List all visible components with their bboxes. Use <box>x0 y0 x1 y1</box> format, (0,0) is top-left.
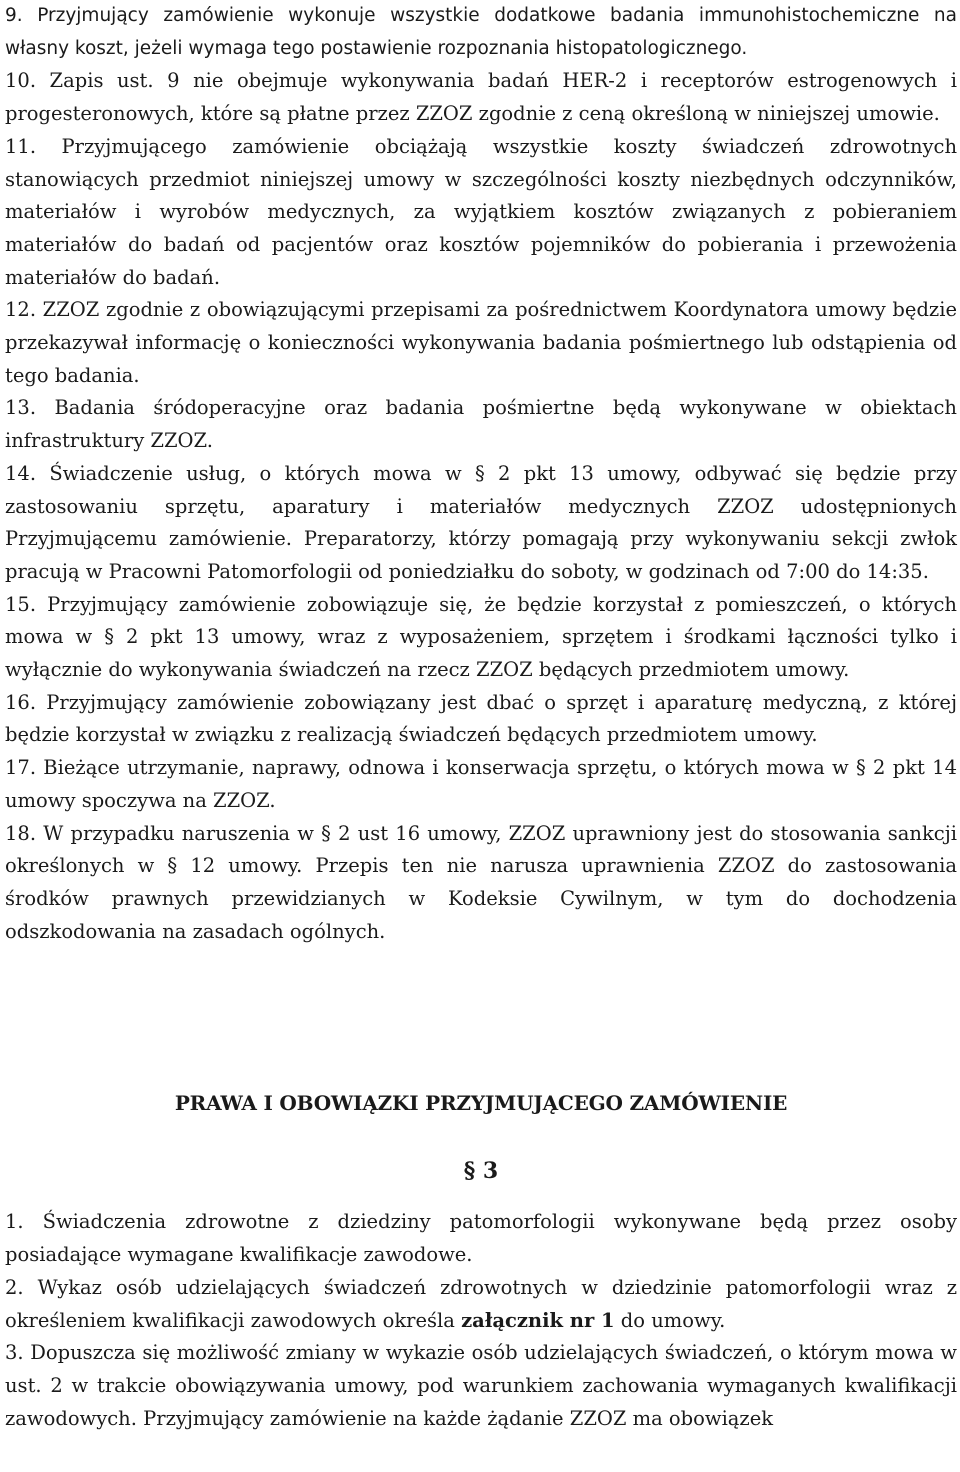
section-heading: PRAWA I OBOWIĄZKI PRZYJMUJĄCEGO ZAMÓWIENIE <box>174 1091 788 1116</box>
paragraph-9: 9. Przyjmujący zamówienie wykonuje wszystkie dodatkowe badania immunohistochemiczne na własny koszt, jeżeli wymaga tego postawienie rozpoznania histopatologicznego. <box>5 5 957 59</box>
paragraph-10: 10. Zapis ust. 9 nie obejmuje wykonywania badań HER-2 i receptorów estrogenowych i progesteronowych, które są płatne przez ZZOZ zgodnie z ceną określoną w niniejszej umowie. <box>5 69 957 126</box>
paragraph-15: 15. Przyjmujący zamówienie zobowiązuje się, że będzie korzystał z pomieszczeń, o których mowa w § 2 pkt 13 umowy, wraz z wyposażeniem, sprzętem i środkami łączności tylko i wyłącznie do wykonywania świadczeń na rzecz ZZOZ będących przedmiotem umowy. <box>5 592 957 682</box>
paragraph-s3-2-text: 2. Wykaz osób udzielających świadczeń zdrowotnych w dziedzinie patomorfologii wraz z określeniem kwalifikacji zawodowych określa <box>5 1275 957 1332</box>
section-spacer <box>5 948 957 1088</box>
paragraph-s3-1: 1. Świadczenia zdrowotne z dziedziny patomorfologii wykonywane będą przez osoby posiadające wymagane kwalifikacje zawodowe. <box>5 1210 957 1267</box>
paragraph-11: 11. Przyjmującego zamówienie obciążają wszystkie koszty świadczeń zdrowotnych stanowiących przedmiot niniejszej umowy w szczególności koszty niezbędnych odczynników, materiałów i wyrobów medycznych, za wyjątkiem kosztów związanych z pobieraniem materiałów do badań od pacjentów oraz kosztów pojemników do pobierania i przewożenia materiałów do badań. <box>5 134 957 289</box>
paragraph-13: 13. Badania śródoperacyjne oraz badania pośmiertne będą wykonywane w obiektach infrastruktury ZZOZ. <box>5 396 957 453</box>
paragraph-16: 16. Przyjmujący zamówienie zobowiązany jest dbać o sprzęt i aparaturę medyczną, z której będzie korzystał w związku z realizacją świadczeń będących przedmiotem umowy. <box>5 690 957 747</box>
attachment-reference: załącznik nr 1 <box>461 1308 615 1332</box>
paragraph-12: 12. ZZOZ zgodnie z obowiązującymi przepisami za pośrednictwem Koordynatora umowy będzie przekazywał informację o konieczności wykonywania badania pośmiertnego lub odstąpienia od tego badania. <box>5 298 957 387</box>
paragraph-s3-3: 3. Dopuszcza się możliwość zmiany w wykazie osób udzielających świadczeń, o którym mowa w ust. 2 w trakcie obowiązywania umowy, pod warunkiem zachowania wymaganych kwalifikacji zawodowych. Przyjmujący zamówienie na każde żądanie ZZOZ ma obowiązek <box>5 1341 957 1430</box>
section-mark: § 3 <box>463 1158 499 1185</box>
paragraph-s3-2-tail: do umowy. <box>614 1308 726 1332</box>
paragraph-s3-2 <box>5 1272 957 1337</box>
paragraph-18: 18. W przypadku naruszenia w § 2 ust 16 umowy, ZZOZ uprawniony jest do stosowania sankcji określonych w § 12 umowy. Przepis ten nie narusza uprawnienia ZZOZ do zastosowania środków prawnych przewidzianych w Kodeksie Cywilnym, w tym do dochodzenia odszkodowania na zasadach ogólnych. <box>5 821 957 943</box>
paragraph-14: 14. Świadczenie usług, o których mowa w § 2 pkt 13 umowy, odbywać się będzie przy zastosowaniu sprzętu, aparatury i materiałów medycznych ZZOZ udostępnionych Przyjmującemu zamówienie. Preparatorzy, którzy pomagają przy wykonywaniu sekcji zwłok pracują w Pracowni Patomorfologii od poniedziałku do soboty, w godzinach od 7:00 do 14:35. <box>5 461 957 583</box>
paragraph-17: 17. Bieżące utrzymanie, naprawy, odnowa i konserwacja sprzętu, o których mowa w § 2 pkt 14 umowy spoczywa na ZZOZ. <box>5 756 957 812</box>
document-page <box>5 0 957 1435</box>
